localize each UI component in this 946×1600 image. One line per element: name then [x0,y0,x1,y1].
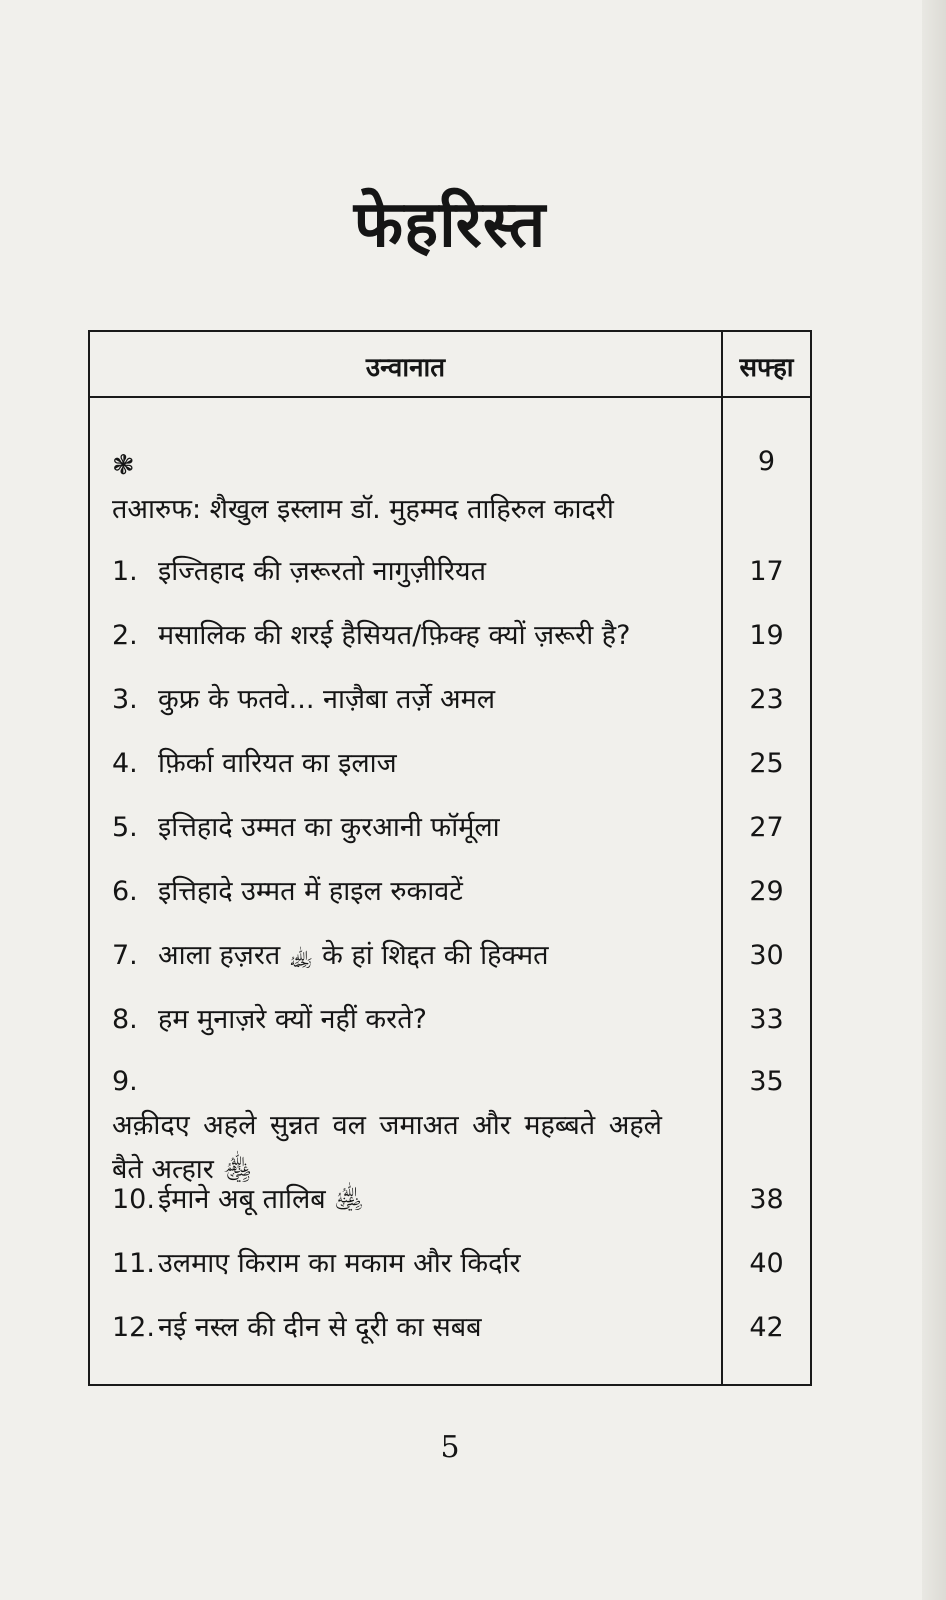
entry-number: 7. [112,940,138,971]
toc-entry [112,550,702,594]
entry-page: 17 [749,556,784,587]
header-topics: उन्वानात [365,353,446,383]
entry-page: 25 [749,748,784,779]
entry-page: 33 [749,1004,784,1035]
page-title: फेहरिस्त [353,187,547,262]
entry-title: अक़ीदए अहले सुन्नत वल जमाअत और महब्बते अहले बैते अत्हार ﵃ [112,1110,662,1185]
entry-number: 3. [112,684,138,715]
toc-entry [112,1242,702,1286]
toc-entry [112,934,702,978]
entry-page: 27 [749,812,784,843]
entry-page: 30 [749,940,784,971]
toc-entry [112,1306,702,1350]
entry-title: हम मुनाज़रे क्यों नहीं करते? [158,1004,427,1035]
entry-number: 8. [112,1004,138,1035]
toc-entry [112,1178,702,1222]
toc-entry [112,614,702,658]
toc-entry [112,806,702,850]
entry-title: ईमाने अबू तालिब ﵁ [158,1184,364,1215]
entry-page: 40 [749,1248,784,1279]
entry-number: 10. [112,1184,155,1215]
entry-page: 9 [757,446,776,477]
entry-title: फ़िर्का वारियत का इलाज [158,748,397,779]
entry-title: इज्तिहाद की ज़रूरतो नागुज़ीरियत [158,556,486,587]
entry-number: 6. [112,876,138,907]
entry-page: 38 [749,1184,784,1215]
entry-title: उलमाए किराम का मकाम और किर्दार [158,1248,521,1279]
entry-page: 19 [749,620,784,651]
contents-table [88,330,812,1386]
toc-entry-intro [112,444,702,532]
entry-title: इत्तिहादे उम्मत में हाइल रुकावटें [158,876,463,907]
entry-number: 1. [112,556,138,587]
column-divider [721,332,723,1384]
entry-marker: ❃ [112,450,135,481]
entry-number: 4. [112,748,138,779]
entry-title: कुफ्र के फतवे... नाज़ैबा तर्ज़े अमल [158,684,496,715]
toc-entry [112,678,702,722]
entry-page: 42 [749,1312,784,1343]
page-edge [922,0,946,1600]
toc-entry [112,870,702,914]
entry-title: इत्तिहादे उम्मत का कुरआनी फॉर्मूला [158,812,500,843]
entry-title: आला हज़रत ﵀ के हां शिद्दत की हिक्मत [158,940,549,971]
toc-entry [112,998,702,1042]
page-number: 5 [440,1430,460,1465]
entry-page: 29 [749,876,784,907]
entry-number: 12. [112,1312,155,1343]
entry-title: मसालिक की शरई हैसियत/फ़िक्ह क्यों ज़रूरी है? [158,620,631,651]
entry-number: 9. [112,1066,138,1097]
entry-title: नई नस्ल की दीन से दूरी का सबब [158,1312,482,1343]
entry-number: 11. [112,1248,155,1279]
entry-page: 35 [749,1066,784,1097]
entry-number: 2. [112,620,138,651]
toc-entry [112,742,702,786]
entry-number: 5. [112,812,138,843]
toc-entry [112,1060,702,1192]
table-header [90,332,810,398]
header-page: सफ्हा [739,353,794,383]
entry-page: 23 [749,684,784,715]
entry-title: तआरुफ: शैखुल इस्लाम डॉ. मुहम्मद ताहिरुल कादरी [112,494,614,525]
